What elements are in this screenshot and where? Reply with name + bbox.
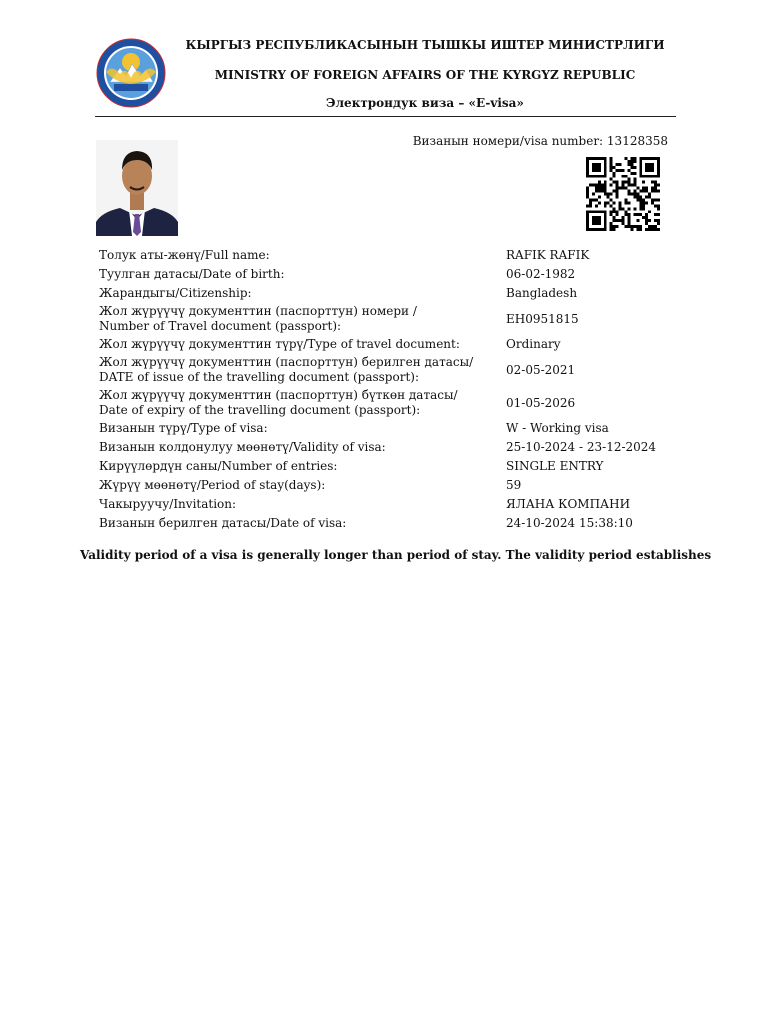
field-value: 59	[506, 478, 522, 492]
portrait-photo	[96, 140, 178, 236]
field-label: Кирүүлөрдүн саны/Number of entries:	[99, 459, 338, 473]
field-label-line: Number of Travel document (passport):	[99, 319, 342, 333]
field-value: W - Working visa	[506, 421, 609, 435]
field-label-line: DATE of issue of the travelling document (passport):	[99, 370, 419, 384]
field-value: 25-10-2024 - 23-12-2024	[506, 440, 657, 454]
field-value: SINGLE ENTRY	[506, 459, 604, 473]
field-label: Толук аты-жөнү/Full name:	[99, 248, 270, 262]
field-label: Жүрүү мөөнөтү/Period of stay(days):	[99, 478, 326, 492]
field-label: Туулган датасы/Date of birth:	[99, 267, 285, 281]
field-label	[99, 355, 499, 385]
field-value: 01-05-2026	[506, 396, 576, 410]
field-label-line: Жол жүрүүчү документтин (паспорттун) номери /	[99, 304, 417, 318]
ministry-title-ky: КЫРГЫЗ РЕСПУБЛИКАСЫНЫН ТЫШКЫ ИШТЕР МИНИСТРЛИГИ	[185, 38, 665, 52]
field-label: Визанын берилген датасы/Date of visa:	[99, 516, 347, 530]
validity-note: Validity period of a visa is generally longer than period of stay. The validity period establishes	[80, 548, 712, 562]
field-label: Визанын колдонулуу мөөнөтү/Validity of visa:	[99, 440, 386, 454]
field-label: Чакыруучу/Invitation:	[99, 497, 237, 511]
field-label	[99, 388, 499, 418]
field-label-line: Жол жүрүүчү документтин (паспорттун) берилген датасы/	[99, 355, 474, 369]
field-value: RAFIK RAFIK	[506, 248, 590, 262]
field-label-line: Жол жүрүүчү документтин (паспорттун) бүткөн датасы/	[99, 388, 458, 402]
header-divider	[95, 116, 676, 117]
visa-number: Визанын номери/visa number: 13128358	[412, 134, 668, 148]
field-label: Визанын түрү/Type of visa:	[99, 421, 268, 435]
field-value: 06-02-1982	[506, 267, 576, 281]
field-label-line: Date of expiry of the travelling document (passport):	[99, 403, 421, 417]
field-value: Bangladesh	[506, 286, 578, 300]
document-title: Электрондук виза – «E-visa»	[326, 96, 524, 110]
qr-code-icon	[586, 157, 660, 231]
field-label	[99, 304, 499, 334]
field-value: ЯЛАНА КОМПАНИ	[506, 497, 631, 511]
state-emblem-icon	[96, 38, 166, 108]
field-value: 02-05-2021	[506, 363, 576, 377]
field-value: 24-10-2024 15:38:10	[506, 516, 633, 530]
field-label: Жол жүрүүчү документтин түрү/Type of travel document:	[99, 337, 460, 351]
ministry-title-en: MINISTRY OF FOREIGN AFFAIRS OF THE KYRGYZ REPUBLIC	[214, 68, 636, 82]
field-value: EH0951815	[506, 312, 579, 326]
field-value: Ordinary	[506, 337, 561, 351]
field-label: Жарандыгы/Citizenship:	[99, 286, 252, 300]
